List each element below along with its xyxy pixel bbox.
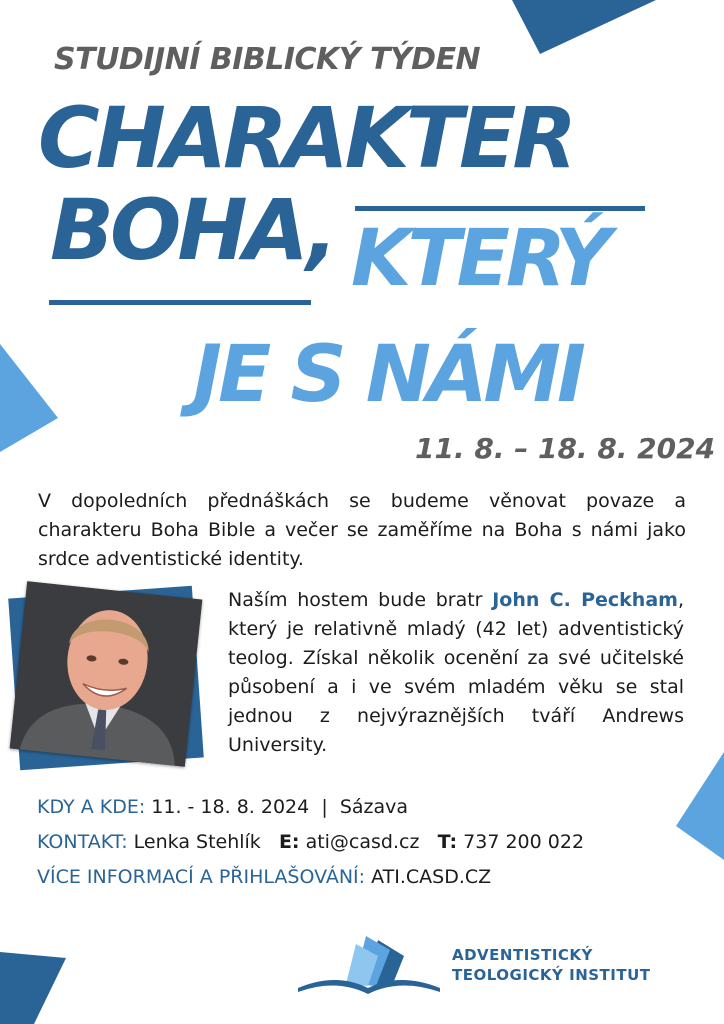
guest-bio — [228, 586, 684, 760]
title-rule-top — [355, 206, 645, 211]
place: Sázava — [339, 796, 409, 818]
intro-paragraph: V dopoledních přednáškách se budeme věnovat povaze a charakteru Boha Bible a večer se zaměříme na Boha s námi jako srdce adventistické identity. — [38, 490, 686, 570]
email[interactable]: ati@casd.cz — [305, 831, 420, 853]
contact-name: Lenka Stehlík — [133, 831, 261, 853]
title-line-4: JE S NÁMI — [193, 330, 583, 420]
bottom-left-triangle — [0, 952, 66, 1024]
right-triangle — [676, 752, 724, 860]
guest-photo — [10, 581, 203, 766]
logo-line-2: TEOLOGICKÝ INSTITUT — [452, 966, 651, 984]
logo-line-1: ADVENTISTICKÝ — [452, 946, 593, 964]
bio-text-after: , který je relativně mladý (42 let) adventistický teolog. Získal několik ocenění za své učitelské působení a i ve svém mladém věku se stal jednou z nejvýraznějších tváří Andrews University. — [228, 589, 684, 756]
when-where-row — [37, 796, 408, 818]
guest-name: John C. Peckham — [492, 589, 678, 611]
when-label: KDY A KDE: — [37, 796, 146, 818]
email-label: E: — [278, 831, 300, 853]
when-value: 11. - 18. 8. 2024 — [151, 796, 310, 818]
separator: | — [321, 796, 328, 818]
title-line-3: KTERÝ — [351, 214, 608, 304]
event-dates: 11. 8. – 18. 8. 2024 — [415, 432, 716, 465]
book-logo-icon — [296, 926, 442, 996]
website-link[interactable]: ATI.CASD.CZ — [371, 866, 492, 888]
contact-label: KONTAKT: — [37, 831, 128, 853]
title-line-2: BOHA, — [50, 181, 335, 279]
phone: 737 200 022 — [463, 831, 585, 853]
bio-text-before: Naším hostem bude bratr — [228, 589, 493, 611]
phone-label: T: — [437, 831, 458, 853]
event-subtitle: STUDIJNÍ BIBLICKÝ TÝDEN — [54, 42, 481, 77]
contact-row — [37, 831, 584, 853]
left-triangle — [0, 344, 58, 452]
more-info-row — [37, 866, 491, 888]
more-info-label: VÍCE INFORMACÍ A PŘIHLAŠOVÁNÍ: — [37, 866, 366, 888]
top-right-triangle — [512, 0, 656, 54]
title-rule-bottom — [49, 300, 311, 305]
title-line-1: CHARAKTER — [38, 89, 574, 187]
